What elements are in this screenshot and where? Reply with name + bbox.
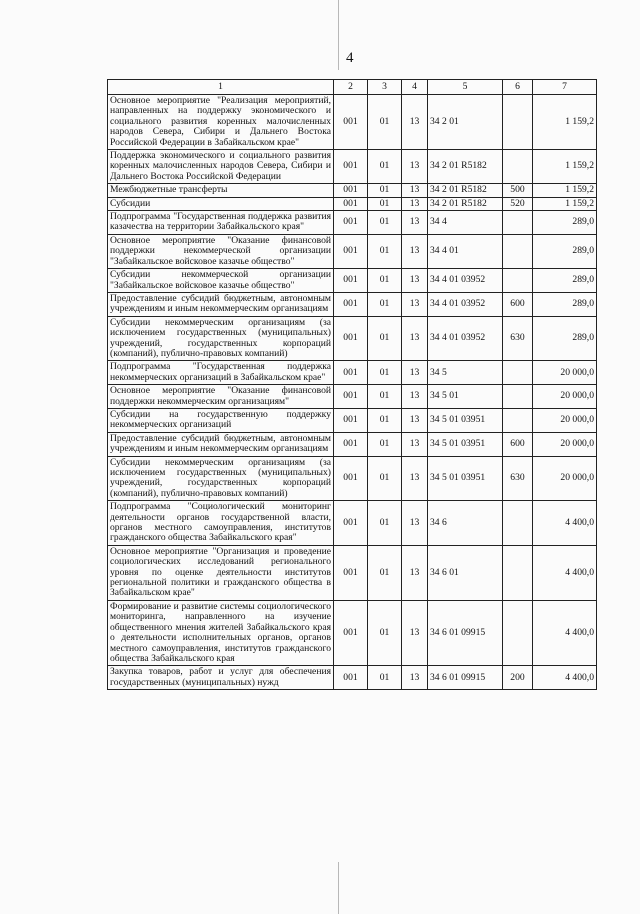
row-col-3: 01: [368, 211, 402, 235]
table-row: [108, 600, 597, 665]
table-row: [108, 197, 597, 210]
row-name: Субсидии: [108, 197, 334, 210]
header-col-2: 2: [334, 80, 368, 95]
row-col-4: 13: [402, 545, 428, 600]
row-col-6: [503, 501, 533, 546]
row-col-5: 34 5 01 03951: [428, 456, 503, 501]
row-col-5: 34 4 01 03952: [428, 269, 503, 293]
header-col-7: 7: [533, 80, 597, 95]
row-col-6: 630: [503, 316, 533, 361]
row-col-5: 34 4 01 03952: [428, 316, 503, 361]
row-col-4: 13: [402, 211, 428, 235]
row-col-7: 4 400,0: [533, 666, 597, 690]
row-name: Основное мероприятие "Оказание финансовой поддержки некоммерческой организации "Забайкальское войсковое казачье общество": [108, 234, 334, 268]
table-row: [108, 234, 597, 268]
row-col-2: 001: [334, 361, 368, 385]
row-col-4: 13: [402, 432, 428, 456]
row-col-7: 4 400,0: [533, 501, 597, 546]
row-col-5: 34 5: [428, 361, 503, 385]
row-col-2: 001: [334, 432, 368, 456]
row-name: Субсидии некоммерческим организациям (за исключением государственных (муниципальных) учреждений, государственных корпораций (компаний), публично-правовых компаний): [108, 456, 334, 501]
row-col-5: 34 5 01 03951: [428, 408, 503, 432]
row-name: Основное мероприятие "Организация и проведение социологических исследований регионального уровня по оценке деятельности институтов региональной политики и гражданского общества в Забайкальском крае": [108, 545, 334, 600]
table-row: [108, 211, 597, 235]
row-col-7: 1 159,2: [533, 184, 597, 197]
row-col-4: 13: [402, 361, 428, 385]
row-col-6: [503, 361, 533, 385]
row-col-4: 13: [402, 95, 428, 150]
row-name: Субсидии на государственную поддержку некоммерческих организаций: [108, 408, 334, 432]
row-col-2: 001: [334, 292, 368, 316]
row-col-6: [503, 545, 533, 600]
row-col-3: 01: [368, 385, 402, 409]
row-col-7: 4 400,0: [533, 600, 597, 665]
row-col-3: 01: [368, 456, 402, 501]
row-name: Поддержка экономического и социального развития коренных малочисленных народов Севера, Сибири и Дальнего Востока Российской Федерации: [108, 150, 334, 184]
row-col-3: 01: [368, 361, 402, 385]
row-name: Субсидии некоммерческой организации "Забайкальское войсковое казачье общество": [108, 269, 334, 293]
page-number: 4: [346, 50, 354, 66]
row-col-5: 34 4 01: [428, 234, 503, 268]
row-col-7: 20 000,0: [533, 361, 597, 385]
row-col-7: 289,0: [533, 316, 597, 361]
row-col-4: 13: [402, 385, 428, 409]
row-name: Подпрограмма "Государственная поддержка некоммерческих организаций в Забайкальском крае": [108, 361, 334, 385]
row-col-6: [503, 600, 533, 665]
row-name: Основное мероприятие "Реализация мероприятий, направленных на поддержку экономического и социального развития коренных малочисленных народов Севера, Сибири и Дальнего Востока Российской Федерации в Забайкальском крае": [108, 95, 334, 150]
row-name: Предоставление субсидий бюджетным, автономным учреждениям и иным некоммерческим организациям: [108, 292, 334, 316]
row-col-4: 13: [402, 150, 428, 184]
header-col-3: 3: [368, 80, 402, 95]
row-col-4: 13: [402, 197, 428, 210]
row-col-6: 600: [503, 432, 533, 456]
row-col-4: 13: [402, 501, 428, 546]
row-col-5: 34 6 01: [428, 545, 503, 600]
row-col-7: 20 000,0: [533, 408, 597, 432]
row-col-3: 01: [368, 408, 402, 432]
row-col-5: 34 2 01 R5182: [428, 150, 503, 184]
row-name: Подпрограмма "Государственная поддержка развития казачества на территории Забайкальского края": [108, 211, 334, 235]
row-col-2: 001: [334, 211, 368, 235]
row-col-4: 13: [402, 408, 428, 432]
table-row: [108, 316, 597, 361]
row-col-6: [503, 150, 533, 184]
row-col-3: 01: [368, 600, 402, 665]
fold-line-top: [338, 0, 339, 70]
row-col-2: 001: [334, 269, 368, 293]
row-col-3: 01: [368, 666, 402, 690]
row-name: Закупка товаров, работ и услуг для обеспечения государственных (муниципальных) нужд: [108, 666, 334, 690]
table-row: [108, 361, 597, 385]
row-col-6: 600: [503, 292, 533, 316]
row-name: Формирование и развитие системы социологического мониторинга, направленного на изучение общественного мнения жителей Забайкальского края о деятельности исполнительных органов, органов местного самоуправления, институтов гражданского общества Забайкальского края: [108, 600, 334, 665]
row-col-3: 01: [368, 292, 402, 316]
row-col-5: 34 4 01 03952: [428, 292, 503, 316]
row-col-2: 001: [334, 234, 368, 268]
row-col-5: 34 5 01 03951: [428, 432, 503, 456]
row-col-2: 001: [334, 666, 368, 690]
row-col-7: 1 159,2: [533, 95, 597, 150]
row-col-4: 13: [402, 316, 428, 361]
row-col-7: 20 000,0: [533, 385, 597, 409]
row-col-4: 13: [402, 456, 428, 501]
table-row: [108, 501, 597, 546]
row-col-5: 34 6 01 09915: [428, 600, 503, 665]
row-col-4: 13: [402, 600, 428, 665]
row-col-7: 20 000,0: [533, 456, 597, 501]
row-col-3: 01: [368, 184, 402, 197]
table-row: [108, 666, 597, 690]
row-col-3: 01: [368, 269, 402, 293]
row-col-3: 01: [368, 432, 402, 456]
row-col-7: 289,0: [533, 211, 597, 235]
row-name: Подпрограмма "Социологический мониторинг деятельности органов государственной власти, органов местного самоуправления, институтов гражданского общества Забайкальского края": [108, 501, 334, 546]
header-col-6: 6: [503, 80, 533, 95]
row-col-2: 001: [334, 456, 368, 501]
row-col-3: 01: [368, 545, 402, 600]
row-col-6: 630: [503, 456, 533, 501]
row-col-3: 01: [368, 150, 402, 184]
header-col-4: 4: [402, 80, 428, 95]
row-col-4: 13: [402, 292, 428, 316]
row-col-3: 01: [368, 95, 402, 150]
table-row: [108, 385, 597, 409]
table-row: [108, 545, 597, 600]
table-row: [108, 150, 597, 184]
row-col-2: 001: [334, 501, 368, 546]
row-col-2: 001: [334, 385, 368, 409]
row-col-5: 34 6 01 09915: [428, 666, 503, 690]
header-col-1: 1: [108, 80, 334, 95]
table-row: [108, 292, 597, 316]
row-col-7: 4 400,0: [533, 545, 597, 600]
row-col-4: 13: [402, 666, 428, 690]
row-col-3: 01: [368, 501, 402, 546]
row-col-6: 200: [503, 666, 533, 690]
row-col-2: 001: [334, 197, 368, 210]
row-col-7: 289,0: [533, 269, 597, 293]
row-col-2: 001: [334, 316, 368, 361]
row-col-2: 001: [334, 545, 368, 600]
row-col-7: 20 000,0: [533, 432, 597, 456]
row-col-6: 520: [503, 197, 533, 210]
row-col-3: 01: [368, 234, 402, 268]
table-row: [108, 95, 597, 150]
row-col-2: 001: [334, 150, 368, 184]
table-row: [108, 184, 597, 197]
row-col-4: 13: [402, 269, 428, 293]
budget-table: [107, 79, 597, 690]
row-name: Межбюджетные трансферты: [108, 184, 334, 197]
row-col-5: 34 6: [428, 501, 503, 546]
row-col-6: [503, 211, 533, 235]
row-col-2: 001: [334, 184, 368, 197]
row-col-2: 001: [334, 600, 368, 665]
row-name: Основное мероприятие "Оказание финансовой поддержки некоммерческим организациям": [108, 385, 334, 409]
row-col-6: [503, 95, 533, 150]
row-col-6: [503, 408, 533, 432]
table-row: [108, 408, 597, 432]
row-col-2: 001: [334, 95, 368, 150]
row-col-5: 34 2 01: [428, 95, 503, 150]
row-col-7: 289,0: [533, 234, 597, 268]
row-col-2: 001: [334, 408, 368, 432]
row-col-5: 34 2 01 R5182: [428, 184, 503, 197]
row-col-7: 1 159,2: [533, 197, 597, 210]
row-col-5: 34 5 01: [428, 385, 503, 409]
row-col-3: 01: [368, 316, 402, 361]
header-col-5: 5: [428, 80, 503, 95]
row-col-6: 500: [503, 184, 533, 197]
fold-line-bottom: [338, 862, 339, 914]
row-name: Субсидии некоммерческим организациям (за исключением государственных (муниципальных) учреждений, государственных корпораций (компаний), публично-правовых компаний): [108, 316, 334, 361]
table-row: [108, 269, 597, 293]
row-col-4: 13: [402, 234, 428, 268]
table-row: [108, 432, 597, 456]
row-col-6: [503, 269, 533, 293]
row-col-4: 13: [402, 184, 428, 197]
row-col-7: 1 159,2: [533, 150, 597, 184]
table-body: [108, 95, 597, 690]
table-row: [108, 456, 597, 501]
row-col-6: [503, 234, 533, 268]
header-row: [108, 80, 597, 95]
row-col-5: 34 4: [428, 211, 503, 235]
row-col-7: 289,0: [533, 292, 597, 316]
row-col-6: [503, 385, 533, 409]
row-name: Предоставление субсидий бюджетным, автономным учреждениям и иным некоммерческим организациям: [108, 432, 334, 456]
row-col-3: 01: [368, 197, 402, 210]
row-col-5: 34 2 01 R5182: [428, 197, 503, 210]
